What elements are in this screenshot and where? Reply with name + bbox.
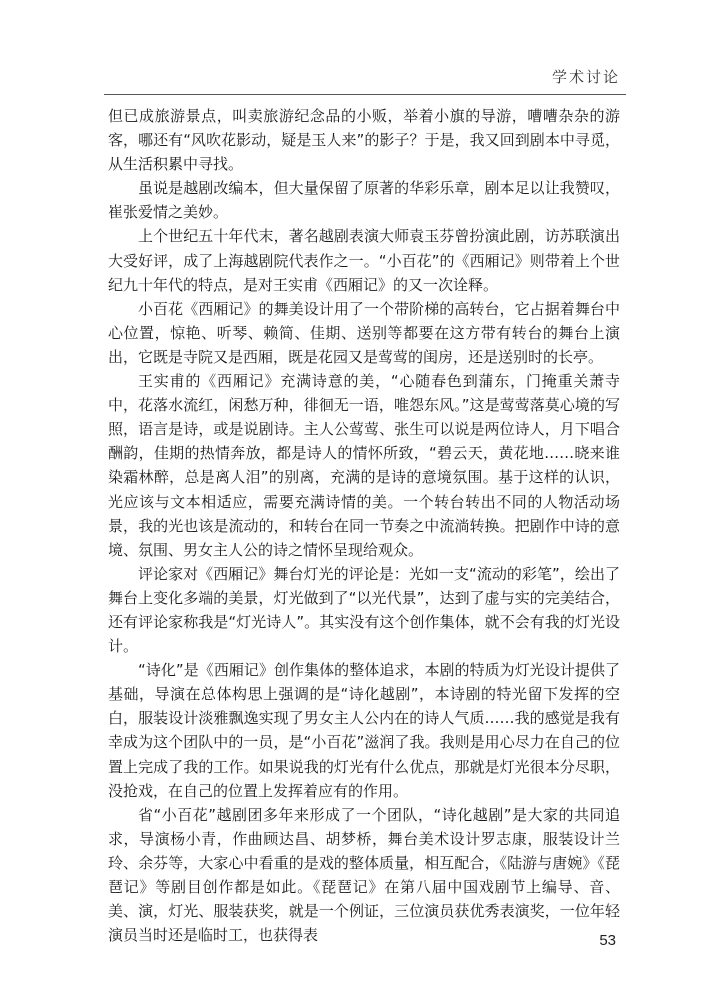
running-header — [104, 58, 626, 95]
paragraph: 王实甫的《西厢记》充满诗意的美，“心随春色到蒲东，门掩重关萧寺中，花落水流红，闲愁万种，徘徊无一语，唯怨东风。”这是莺莺落莫心境的写照，语言是诗，或是说剧诗。主人公莺莺、张生可以说是两位诗人，月下唱合酬韵，佳期的热情奔放，都是诗人的情怀所致，“碧云天，黄花地……晓来谁染霜林醉，总是离人泪”的别离，充满的是诗的意境氛围。基于这样的认识，光应该与文本相适应，需要充满诗情的美。一个转台转出不同的人物活动场景，我的光也该是流动的，和转台在同一节奏之中流淌转换。把剧作中诗的意境、氛围、男女主人公的诗之情怀呈现给观众。 — [108, 372, 620, 559]
paragraph: 小百花《西厢记》的舞美设计用了一个带阶梯的高转台，它占据着舞台中心位置，惊艳、听琴、赖简、佳期、送别等都要在这方带有转台的舞台上演出，它既是寺院又是西厢，既是花园又是莺莺的闺房，还是送别时的长亭。 — [108, 299, 620, 366]
paragraph: 但已成旅游景点，叫卖旅游纪念品的小贩，举着小旗的导游，嘈嘈杂杂的游客，哪还有“风吹花影动，疑是玉人来”的影子？于是，我又回到剧本中寻觅，从生活积累中寻找。 — [108, 107, 620, 174]
article-body — [108, 104, 620, 947]
paragraph: 虽说是越剧改编本，但大量保留了原著的华彩乐章，剧本足以让我赞叹，崔张爱情之美妙。 — [108, 179, 620, 222]
paragraph: 上个世纪五十年代末，著名越剧表演大师袁玉芬曾扮演此剧，访苏联演出大受好评，成了上海越剧院代表作之一。“小百花”的《西厢记》则带着上个世纪九十年代的特点，是对王实甫《西厢记》的又一次诠释。 — [108, 227, 620, 294]
paragraph: 省“小百花”越剧团多年来形成了一个团队，“诗化越剧”是大家的共同追求，导演杨小青，作曲顾达昌、胡梦桥，舞台美术设计罗志康，服装设计兰玲、余芬等，大家心中看重的是戏的整体质量，相互配合，《陆游与唐婉》《琵琶记》等剧目创作都是如此。《琵琶记》在第八届中国戏剧节上编导、音、美、演，灯光、服装获奖，就是一个例证，三位演员获优秀表演奖，一位年轻演员当时还是临时工，也获得表 — [108, 805, 620, 945]
paragraph: 评论家对《西厢记》舞台灯光的评论是：光如一支“流动的彩笔”，绘出了舞台上变化多端的美景，灯光做到了“以光代景”，达到了虚与实的完美结合，还有评论家称我是“灯光诗人”。其实没有这个创作集体，就不会有我的灯光设计。 — [108, 564, 620, 656]
page-number: 53 — [599, 932, 616, 949]
paragraph: “诗化”是《西厢记》创作集体的整体追求，本剧的特质为灯光设计提供了基础，导演在总体构思上强调的是“诗化越剧”，本诗剧的特光留下发挥的空白，服装设计淡雅飘逸实现了男女主人公内在的诗人气质……我的感觉是我有幸成为这个团队中的一员，是“小百花”滋润了我。我则是用心尽力在自己的位置上完成了我的工作。如果说我的灯光有什么优点，那就是灯光很本分尽职，没抢戏，在自己的位置上发挥着应有的作用。 — [108, 661, 620, 800]
section-title: 学术讨论 — [551, 68, 620, 86]
